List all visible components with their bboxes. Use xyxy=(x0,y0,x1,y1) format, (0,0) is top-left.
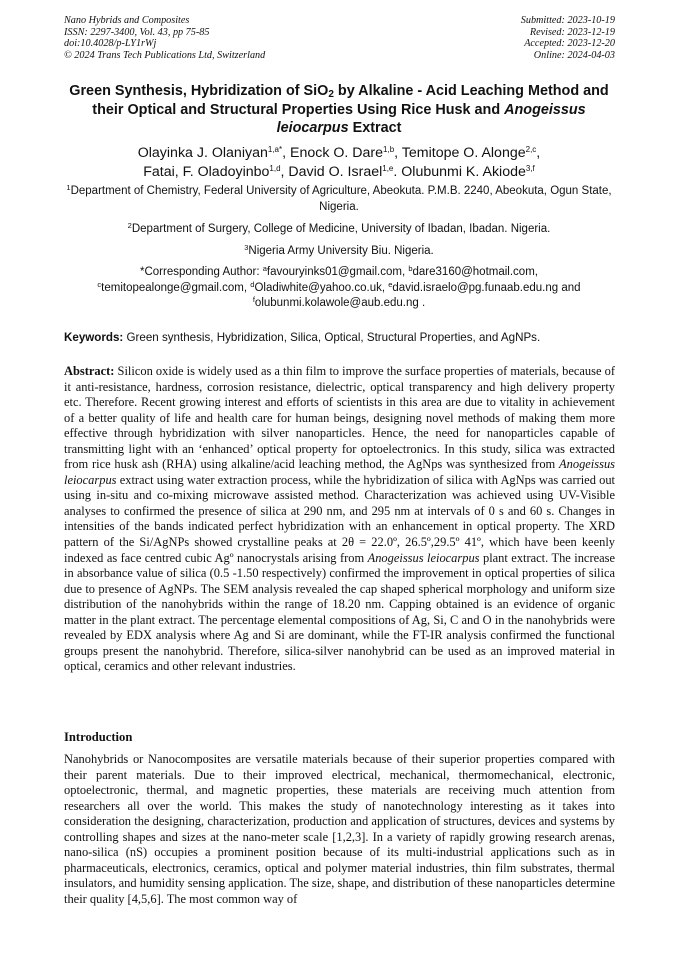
title-subscript: 2 xyxy=(328,89,334,100)
journal-name: Nano Hybrids and Composites xyxy=(64,15,190,26)
author xyxy=(401,164,535,180)
author-name: Enock O. Dare xyxy=(289,145,384,161)
introduction-heading: Introduction xyxy=(64,730,133,744)
email-mark: d xyxy=(250,279,255,289)
email-mark: b xyxy=(408,264,413,273)
email-link[interactable]: favouryinks01@gmail.com, xyxy=(266,266,409,278)
author xyxy=(143,164,288,180)
affiliation-number: 1 xyxy=(66,183,71,192)
author-affil-mark: 1,a* xyxy=(267,145,283,154)
affiliation-3 xyxy=(60,244,618,260)
affiliation-number: 2 xyxy=(127,221,132,230)
author-list xyxy=(40,144,638,181)
email-mark: f xyxy=(252,295,255,304)
date-online: Online: 2024-04-03 xyxy=(533,49,615,61)
title-species: Anogeissus leiocarpus xyxy=(276,101,586,136)
date-revised: Revised: 2023-12-19 xyxy=(529,26,615,38)
keywords xyxy=(64,330,619,345)
corresponding-label: *Corresponding Author: xyxy=(140,266,263,278)
author xyxy=(288,164,401,180)
abstract-text: Silicon oxide is widely used as a thin film to improve the surface properties of materials, because of it anti-resistance, hardness, corrosion resistance, dielectric, optical transparency and high delivery property etc. Therefore. Recent growing interest and efforts of scientists in this area are due to vitality in achievement of a better quality of life and health care for human beings, designing novel methods of making them more effective through hybridization with silver nanoparticles. Hence, the need for nanoparticles capable of transmitting light with an ‘enhanced’ optical property for optoelectronics. In this study, silica was extracted from rice husk ash (RHA) using alkaline/acid leaching method, the AgNps was synthesized from xyxy=(64,364,615,472)
author xyxy=(138,145,290,161)
email-mark: c xyxy=(97,279,102,289)
date-submitted: Submitted: 2023-10-19 xyxy=(520,15,615,26)
author-name: Fatai, F. Oladoyinbo xyxy=(143,163,270,180)
email-link[interactable]: david.israelo@pg.funaab.edu.ng and xyxy=(392,281,581,294)
author xyxy=(402,145,540,161)
author xyxy=(290,145,402,161)
affiliation-1 xyxy=(60,184,618,215)
journal-info xyxy=(64,15,265,61)
email-link[interactable]: olubunmi.kolawole@aub.edu.ng . xyxy=(254,297,426,309)
journal-issn: ISSN: 2297-3400, Vol. 43, pp 75-85 xyxy=(64,26,210,38)
author-separator: , xyxy=(536,145,541,161)
email-link[interactable]: Oladiwhite@yahoo.co.uk, xyxy=(254,281,389,294)
affiliation-text: Department of Surgery, College of Medicine, University of Ibadan, Ibadan. Nigeria. xyxy=(131,223,551,235)
keywords-text: Green synthesis, Hybridization, Silica, Optical, Structural Properties, and AgNPs. xyxy=(123,331,541,344)
keywords-label: Keywords: xyxy=(64,331,124,344)
author-affil-mark: 1,b xyxy=(383,145,395,154)
affiliation-text: Nigeria Army University Biu. Nigeria. xyxy=(248,245,434,257)
email-mark: a xyxy=(262,264,267,273)
publication-dates xyxy=(521,15,615,61)
email-link[interactable]: dare3160@hotmail.com, xyxy=(412,266,538,278)
author-name: David O. Israel xyxy=(288,163,383,180)
author-separator: , xyxy=(394,145,402,161)
affiliation-number: 3 xyxy=(244,243,249,252)
title-part3: Extract xyxy=(348,120,402,136)
author-name: Temitope O. Alonge xyxy=(401,145,526,161)
journal-doi[interactable]: doi:10.4028/p-LY1rWj xyxy=(64,38,157,50)
abstract xyxy=(64,364,615,675)
email-link[interactable]: temitopealonge@gmail.com, xyxy=(101,281,251,294)
abstract-species: Anogeissus leiocarpus xyxy=(367,550,480,565)
affiliation-2 xyxy=(60,222,618,238)
title-part2: by Alkaline - Acid Leaching Method and their Optical and Structural Properties Using Rice Husk and xyxy=(92,83,609,118)
author-affil-mark: 1,d xyxy=(269,163,281,173)
author-name: Olubunmi K. Akiode xyxy=(401,163,526,180)
corresponding-author xyxy=(60,265,618,312)
abstract-text: plant extract. The increase in absorbance value of silica (0.5 -1.50 respectively) confirmed the improvement in optical properties of silica due to presence of AgNPs. The SEM analysis revealed the cap shaped spherical morphology and uniform size distribution of the nanohybrids within the range of 18.20 nm. Capping obtained is an evidence of organic matter in the plant extract. The percentage elemental compositions of Ag, Si, C and O in the nanohybrids were revealed by EDX analysis where Ag and Si are dominant, while the FT-IR analysis confirmed the functional groups present the nanohybrid. Therefore, silica-silver nanohybrid can be used as an improved material in optical, ceramics and other relevant industries. xyxy=(64,550,615,674)
email-mark: e xyxy=(388,279,393,289)
paper-title xyxy=(56,82,622,138)
title-part1: Green Synthesis, Hybridization of SiO xyxy=(69,83,329,99)
introduction-text: Nanohybrids or Nanocomposites are versatile materials because of their superior properties compared with their parent materials. Due to their improved electrical, mechanical, thermomechanical, electronic, optoelectronic, thermal, and magnetic properties, these materials are receiving much attention from researchers all over the world. This makes the study of nanotechnology interesting as it takes into consideration the designing, characterization, production and application of structures, devices and systems by controlling shapes and sizes at the nano-meter scale [1,2,3]. In a variety of rapidly growing research arenas, nano-silica (nS) occupies a prominent position because of its multi-industrial applications such as in pharmaceuticals, electronics, ceramics, optical and polymer material industries, thin film substrates, thermal insulators, and humidity sensing application. The size, shape, and distribution of these nanoparticles determine their quality [4,5,6]. The most common way of xyxy=(64,752,615,906)
author-affil-mark: 1,e xyxy=(382,163,394,173)
author-separator: . xyxy=(393,163,402,180)
author-name: Olayinka J. Olaniyan xyxy=(137,145,268,161)
author-separator: , xyxy=(282,145,290,161)
abstract-label: Abstract: xyxy=(64,364,115,378)
affiliation-text: Department of Chemistry, Federal University of Agriculture, Abeokuta. P.M.B. 2240, Abeokuta, Ogun State, Nigeria. xyxy=(70,185,612,213)
author-separator: , xyxy=(280,163,289,180)
abstract-species: Anogeissus leiocarpus xyxy=(64,457,615,487)
journal-copyright: © 2024 Trans Tech Publications Ltd, Switzerland xyxy=(64,49,266,61)
abstract-text: extract using water extraction process, while the hybridization of silica with AgNps was carried out using in-situ and co-mixing microwave assisted method. Characterization was achieved using UV-Visible analyses to confirmed the presence of silica at 290 nm, and 295 nm at intervals of 0 s and 60 s. Changes in intensities of the bands indicated perfect hybridization with an enhancement in optical property. The XRD pattern of the Si/AgNPs showed crystalline peaks at 2θ = 22.0º, 26.5º,29.5º 41º, which have been keenly indexed as face centred cubic Agº nanocrystals arising from xyxy=(64,472,615,565)
date-accepted: Accepted: 2023-12-20 xyxy=(524,38,615,50)
author-affil-mark: 2,c xyxy=(525,145,537,154)
author-affil-mark: 3,f xyxy=(525,163,535,173)
